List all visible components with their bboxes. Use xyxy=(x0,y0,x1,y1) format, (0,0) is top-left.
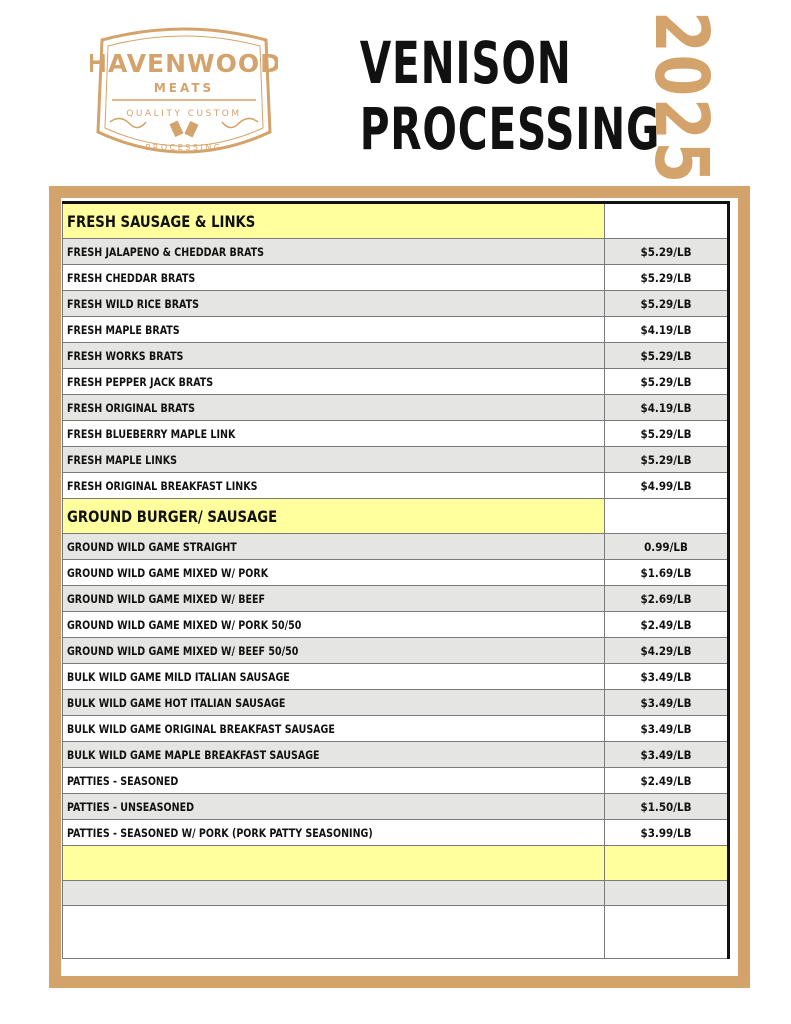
item-price: $5.29/LB xyxy=(605,265,729,291)
item-price: $4.19/LB xyxy=(605,317,729,343)
item-name: FRESH WORKS BRATS xyxy=(63,343,605,369)
table-row xyxy=(63,265,729,291)
item-price: $5.29/LB xyxy=(605,239,729,265)
logo-sub: MEATS xyxy=(153,81,215,95)
item-price: $2.49/LB xyxy=(605,612,729,638)
item-name: FRESH CHEDDAR BRATS xyxy=(63,265,605,291)
logo-badge xyxy=(90,22,278,164)
empty-row xyxy=(63,881,729,906)
item-price: $4.29/LB xyxy=(605,638,729,664)
item-name: FRESH MAPLE BRATS xyxy=(63,317,605,343)
item-price: $1.50/LB xyxy=(605,794,729,820)
table-row xyxy=(63,742,729,768)
section-heading: GROUND BURGER/ SAUSAGE xyxy=(63,499,605,534)
item-price: $4.99/LB xyxy=(605,473,729,499)
brand-logo xyxy=(90,22,278,164)
item-name: BULK WILD GAME MILD ITALIAN SAUSAGE xyxy=(63,664,605,690)
item-price: $1.69/LB xyxy=(605,560,729,586)
item-name: FRESH ORIGINAL BRATS xyxy=(63,395,605,421)
table-row xyxy=(63,586,729,612)
logo-brand: HAVENWOOD xyxy=(90,49,278,78)
year-text: 2025 xyxy=(638,11,724,185)
table-row xyxy=(63,395,729,421)
item-name: PATTIES - UNSEASONED xyxy=(63,794,605,820)
logo-tagline-top: QUALITY CUSTOM xyxy=(126,109,242,119)
title-line-1: VENISON xyxy=(359,29,572,97)
table-row xyxy=(63,664,729,690)
table-row xyxy=(63,690,729,716)
item-name: GROUND WILD GAME MIXED W/ BEEF 50/50 xyxy=(63,638,605,664)
item-price: $3.99/LB xyxy=(605,820,729,846)
section-header xyxy=(63,203,729,239)
item-price: $5.29/LB xyxy=(605,343,729,369)
left-flourish-icon xyxy=(110,118,146,127)
item-price: $5.29/LB xyxy=(605,369,729,395)
item-name: FRESH JALAPENO & CHEDDAR BRATS xyxy=(63,239,605,265)
table-row xyxy=(63,560,729,586)
empty-row xyxy=(63,906,729,959)
cleaver-icon xyxy=(169,121,198,138)
item-name: BULK WILD GAME HOT ITALIAN SAUSAGE xyxy=(63,690,605,716)
section-header xyxy=(63,499,729,534)
table-row xyxy=(63,343,729,369)
title-line-2: PROCESSING xyxy=(359,95,661,163)
right-flourish-icon xyxy=(222,118,258,127)
item-price: $3.49/LB xyxy=(605,664,729,690)
table-row xyxy=(63,638,729,664)
item-name: FRESH WILD RICE BRATS xyxy=(63,291,605,317)
item-price: $2.49/LB xyxy=(605,768,729,794)
item-name: FRESH MAPLE LINKS xyxy=(63,447,605,473)
item-price: $4.19/LB xyxy=(605,395,729,421)
item-price: $5.29/LB xyxy=(605,291,729,317)
section-heading: FRESH SAUSAGE & LINKS xyxy=(63,203,605,239)
item-name: PATTIES - SEASONED xyxy=(63,768,605,794)
item-name: BULK WILD GAME MAPLE BREAKFAST SAUSAGE xyxy=(63,742,605,768)
item-name: GROUND WILD GAME MIXED W/ BEEF xyxy=(63,586,605,612)
item-name: PATTIES - SEASONED W/ PORK (PORK PATTY SEASONING) xyxy=(63,820,605,846)
item-price: $3.49/LB xyxy=(605,690,729,716)
item-name: GROUND WILD GAME MIXED W/ PORK 50/50 xyxy=(63,612,605,638)
table-row xyxy=(63,473,729,499)
item-price: $3.49/LB xyxy=(605,716,729,742)
table-row xyxy=(63,421,729,447)
table-row xyxy=(63,317,729,343)
item-name: GROUND WILD GAME STRAIGHT xyxy=(63,534,605,560)
item-name: GROUND WILD GAME MIXED W/ PORK xyxy=(63,560,605,586)
price-table xyxy=(62,201,730,959)
item-name: FRESH PEPPER JACK BRATS xyxy=(63,369,605,395)
item-price: $3.49/LB xyxy=(605,742,729,768)
table-row xyxy=(63,820,729,846)
page-title xyxy=(359,29,661,163)
table-row xyxy=(63,291,729,317)
item-price: 0.99/LB xyxy=(605,534,729,560)
table-row xyxy=(63,768,729,794)
item-name: FRESH ORIGINAL BREAKFAST LINKS xyxy=(63,473,605,499)
table-row xyxy=(63,612,729,638)
table-row xyxy=(63,369,729,395)
table-row xyxy=(63,794,729,820)
table-row xyxy=(63,716,729,742)
year-label xyxy=(611,11,751,185)
table-row xyxy=(63,239,729,265)
table-row xyxy=(63,447,729,473)
item-name: FRESH BLUEBERRY MAPLE LINK xyxy=(63,421,605,447)
table-row xyxy=(63,534,729,560)
empty-highlight-row xyxy=(63,846,729,881)
item-price: $2.69/LB xyxy=(605,586,729,612)
item-price: $5.29/LB xyxy=(605,421,729,447)
item-name: BULK WILD GAME ORIGINAL BREAKFAST SAUSAGE xyxy=(63,716,605,742)
logo-tagline-bottom: PROCESSING xyxy=(145,143,223,152)
item-price: $5.29/LB xyxy=(605,447,729,473)
